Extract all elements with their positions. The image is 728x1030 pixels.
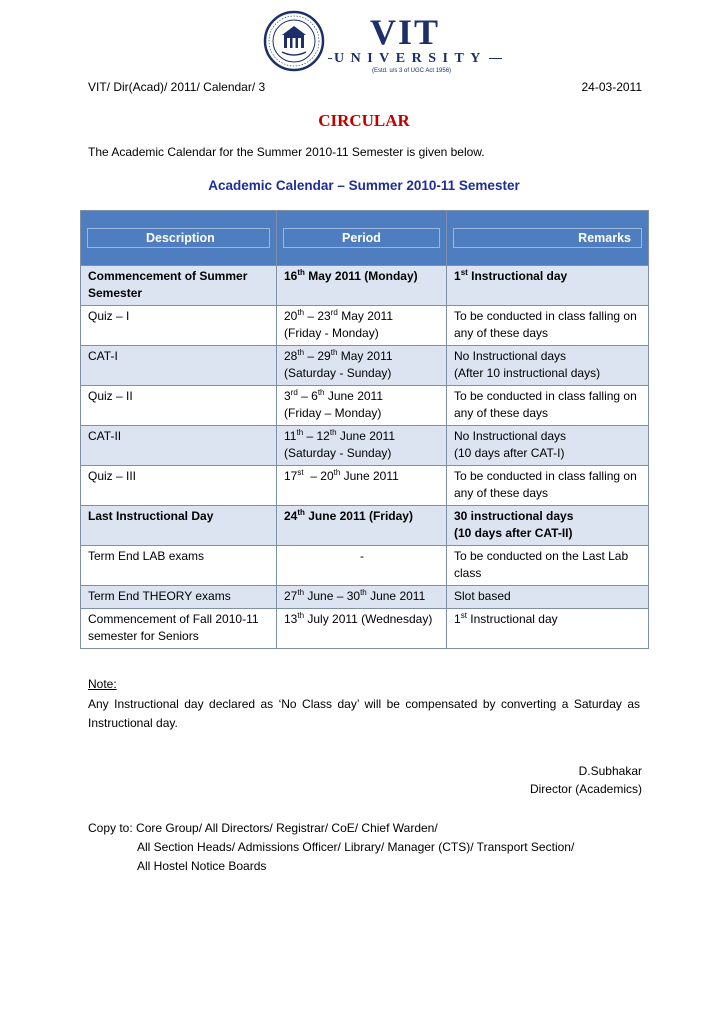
cell-description: Term End LAB exams — [81, 546, 277, 586]
cell-remarks: To be conducted in class falling on any of these days — [447, 466, 649, 506]
table-header-row — [81, 211, 649, 266]
cell-period: 20th – 23rd May 2011 (Friday - Monday) — [277, 306, 447, 346]
cell-remarks: 1st Instructional day — [447, 609, 649, 649]
table-row — [81, 346, 649, 386]
cell-remarks: To be conducted on the Last Lab class — [447, 546, 649, 586]
cell-period: 3rd – 6th June 2011 (Friday – Monday) — [277, 386, 447, 426]
header-remarks: Remarks — [447, 211, 649, 266]
table-row — [81, 466, 649, 506]
intro-text: The Academic Calendar for the Summer 2010-11 Semester is given below. — [88, 145, 485, 159]
cell-period: 27th June – 30th June 2011 — [277, 586, 447, 609]
academic-calendar-table — [80, 210, 649, 649]
cell-period: 16th May 2011 (Monday) — [277, 266, 447, 306]
cell-description: Quiz – III — [81, 466, 277, 506]
cell-remarks: Slot based — [447, 586, 649, 609]
note-heading: Note: — [88, 677, 117, 691]
reference-number: VIT/ Dir(Acad)/ 2011/ Calendar/ 3 — [88, 80, 266, 94]
copy-to-line-1: Copy to: Core Group/ All Directors/ Registrar/ CoE/ Chief Warden/ — [88, 821, 438, 835]
cell-period: 13th July 2011 (Wednesday) — [277, 609, 447, 649]
note-text: Any Instructional day declared as ‘No Class day’ will be compensated by converting a Saturday as Instructional day. — [88, 697, 640, 730]
cell-description: Quiz – I — [81, 306, 277, 346]
cell-remarks: No Instructional days (After 10 instructional days) — [447, 346, 649, 386]
cell-remarks: No Instructional days (10 days after CAT-I) — [447, 426, 649, 466]
cell-description: Commencement of Fall 2010-11 semester for Seniors — [81, 609, 277, 649]
vit-university-logo — [262, 10, 502, 72]
table-row — [81, 586, 649, 609]
copy-to-block — [88, 819, 574, 876]
logo-vit-text: VIT — [370, 12, 441, 52]
table-row — [81, 426, 649, 466]
logo-estd-text: (Estd. u/s 3 of UGC Act 1956) — [372, 68, 452, 74]
cell-description: Term End THEORY exams — [81, 586, 277, 609]
cell-description: Quiz – II — [81, 386, 277, 426]
table-row — [81, 609, 649, 649]
table-row — [81, 506, 649, 546]
cell-period: - — [277, 546, 447, 586]
table-row — [81, 306, 649, 346]
header-period: Period — [277, 211, 447, 266]
signature-block — [530, 762, 642, 798]
cell-remarks: To be conducted in class falling on any of these days — [447, 306, 649, 346]
cell-description: Last Instructional Day — [81, 506, 277, 546]
cell-remarks: To be conducted in class falling on any of these days — [447, 386, 649, 426]
copy-to-line-2: All Section Heads/ Admissions Officer/ Library/ Manager (CTS)/ Transport Section/ — [137, 840, 575, 854]
cell-period: 17st – 20th June 2011 — [277, 466, 447, 506]
logo-university-text: UNIVERSITY — [334, 51, 487, 66]
cell-period: 28th – 29th May 2011 (Saturday - Sunday) — [277, 346, 447, 386]
signatory-name: D.Subhakar — [578, 764, 642, 778]
calendar-title: Academic Calendar – Summer 2010-11 Semester — [208, 178, 520, 193]
cell-remarks: 1st Instructional day — [447, 266, 649, 306]
circular-title: CIRCULAR — [318, 111, 410, 130]
cell-period: 24th June 2011 (Friday) — [277, 506, 447, 546]
cell-period: 11th – 12th June 2011 (Saturday - Sunday) — [277, 426, 447, 466]
table-row — [81, 546, 649, 586]
copy-to-line-3: All Hostel Notice Boards — [137, 859, 267, 873]
table-row — [81, 386, 649, 426]
cell-description: Commencement of Summer Semester — [81, 266, 277, 306]
university-seal-icon — [262, 10, 326, 72]
signatory-title: Director (Academics) — [529, 782, 642, 796]
table-row — [81, 266, 649, 306]
cell-remarks: 30 instructional days (10 days after CAT-II) — [447, 506, 649, 546]
cell-description: CAT-I — [81, 346, 277, 386]
circular-date: 24-03-2011 — [581, 80, 642, 94]
cell-description: CAT-II — [81, 426, 277, 466]
header-description: Description — [81, 211, 277, 266]
